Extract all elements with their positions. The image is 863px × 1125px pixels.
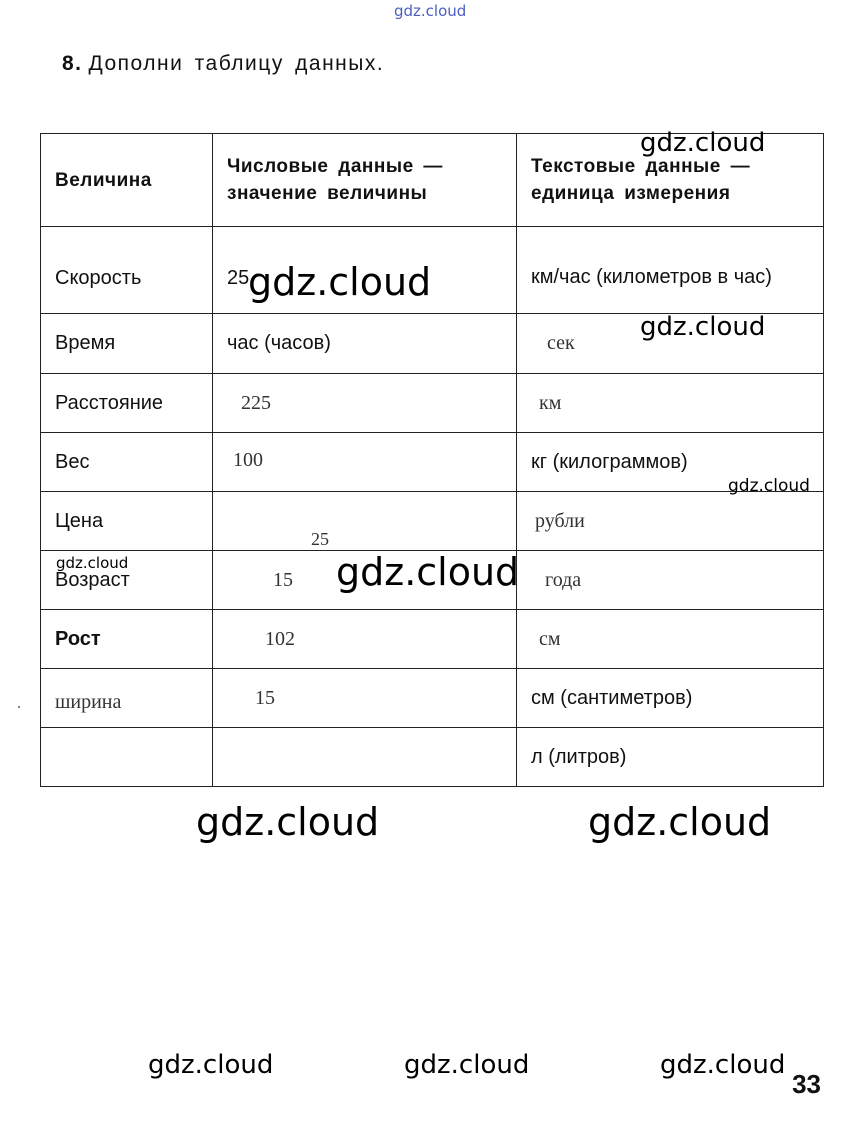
quantity-cell: [41, 728, 213, 787]
watermark: gdz.cloud: [248, 260, 432, 304]
data-table: [40, 133, 824, 787]
watermark: gdz.cloud: [336, 550, 520, 594]
quantity-cell: Цена: [41, 492, 213, 551]
unit-cell: см (сантиметров): [517, 669, 824, 728]
table-row: [41, 374, 824, 433]
table-row: [41, 227, 824, 314]
unit-cell: рубли: [517, 492, 824, 551]
task-number: 8.: [62, 52, 83, 75]
value-cell: 225: [213, 374, 517, 433]
table-row: [41, 610, 824, 669]
unit-cell: кг (килограммов): [517, 433, 824, 492]
task-heading: [62, 52, 384, 76]
watermark: gdz.cloud: [660, 1050, 786, 1080]
table-row: [41, 433, 824, 492]
value-cell: [213, 728, 517, 787]
quantity-cell: Рост: [41, 610, 213, 669]
quantity-cell: Скорость: [41, 227, 213, 314]
watermark: gdz.cloud: [588, 800, 772, 844]
quantity-cell: Возраст: [41, 551, 213, 610]
table-row: [41, 492, 824, 551]
table-row: [41, 728, 824, 787]
scan-speck: [18, 706, 20, 708]
value-cell: 15: [213, 551, 517, 610]
unit-cell: года: [517, 551, 824, 610]
value-cell: 15: [213, 669, 517, 728]
watermark: gdz.cloud: [404, 1050, 530, 1080]
watermark: gdz.cloud: [640, 312, 766, 342]
value-cell: 100: [213, 433, 517, 492]
page-number: 33: [792, 1069, 821, 1099]
unit-cell: сек: [517, 314, 824, 374]
quantity-cell: Расстояние: [41, 374, 213, 433]
watermark: gdz.cloud: [56, 554, 129, 572]
unit-cell: км/час (километров в час): [517, 227, 824, 314]
header-quantity: Величина: [41, 134, 213, 227]
quantity-cell: ширина: [41, 669, 213, 728]
header-text-data: Текстовые данные — единица измерения: [517, 134, 824, 227]
watermark: gdz.cloud: [640, 128, 766, 158]
quantity-cell: Время: [41, 314, 213, 374]
header-numeric-data: Числовые данные — значение величины: [213, 134, 517, 227]
value-cell: 102: [213, 610, 517, 669]
unit-cell: км: [517, 374, 824, 433]
unit-cell: см: [517, 610, 824, 669]
value-cell: час (часов): [213, 314, 517, 374]
task-text: Дополни таблицу данных.: [88, 52, 385, 75]
watermark: gdz.cloud: [728, 476, 810, 496]
table-row: [41, 669, 824, 728]
watermark: gdz.cloud: [196, 800, 380, 844]
watermark: gdz.cloud: [148, 1050, 274, 1080]
top-watermark: gdz.cloud: [394, 2, 467, 20]
value-cell: 25: [213, 492, 517, 551]
quantity-cell: Вес: [41, 433, 213, 492]
unit-cell: л (литров): [517, 728, 824, 787]
value-cell: 25: [213, 227, 517, 314]
